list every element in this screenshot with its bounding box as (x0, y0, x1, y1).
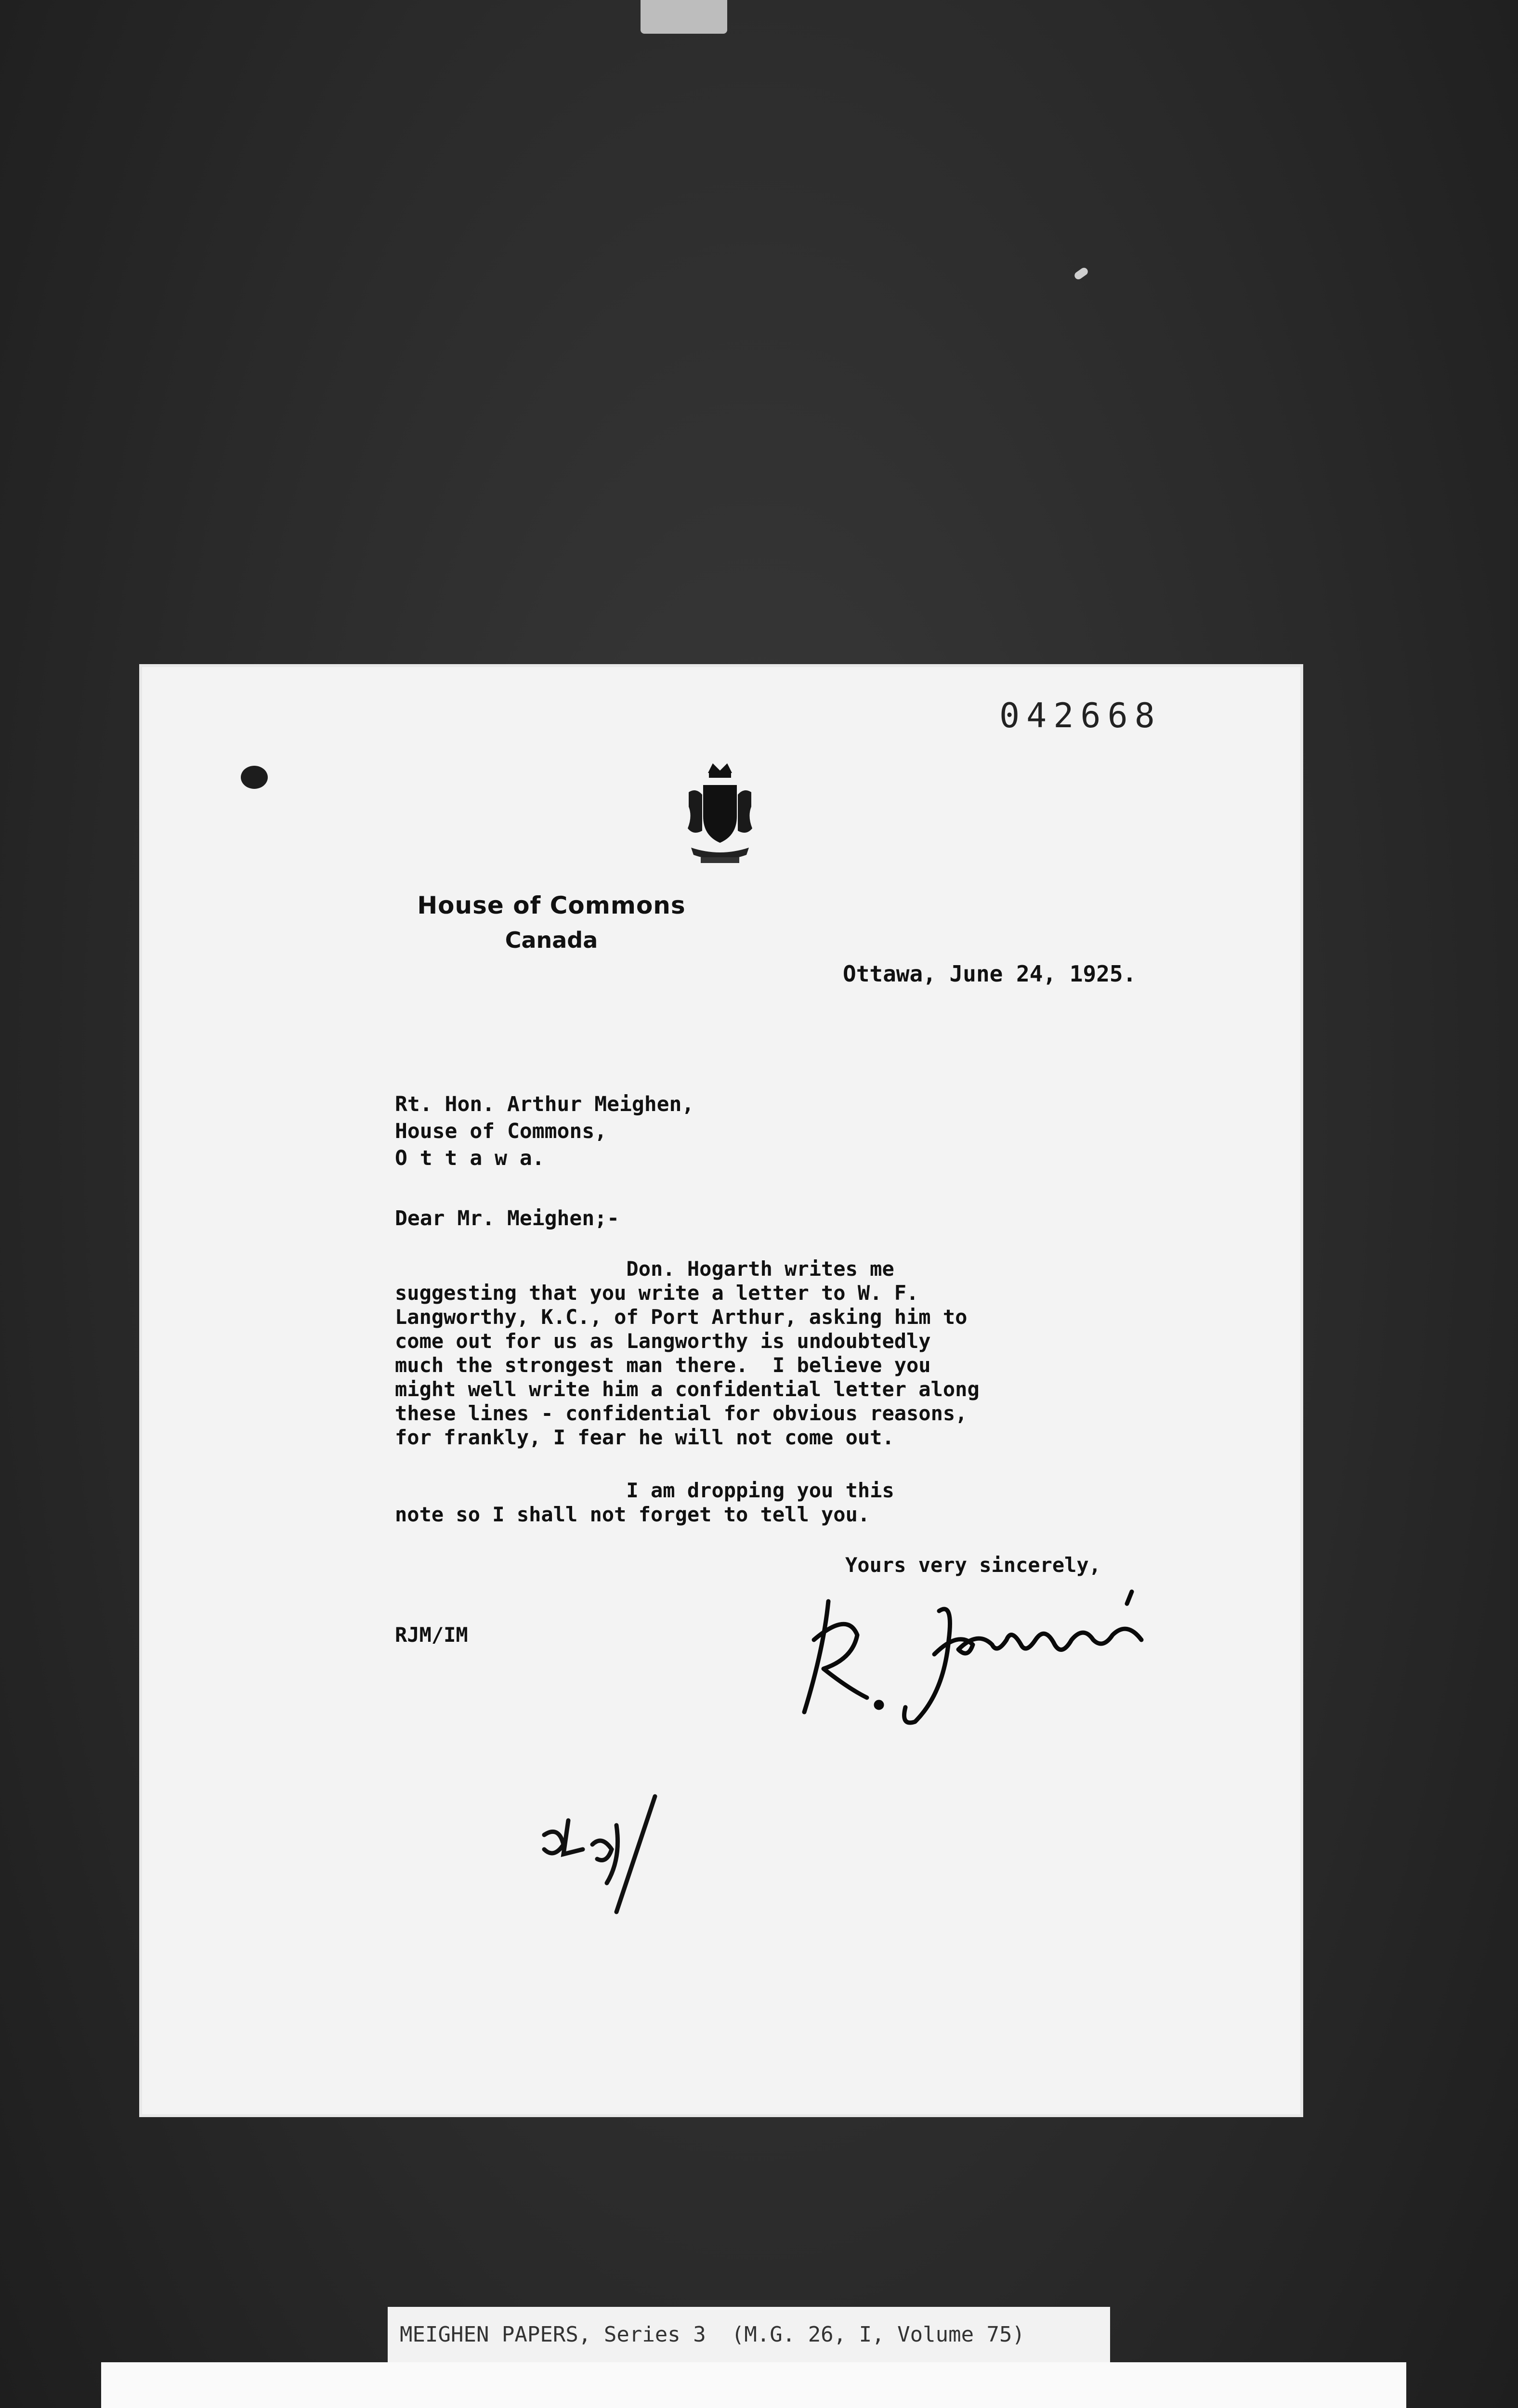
body-line: come out for us as Langworthy is undoubtedly (395, 1329, 931, 1353)
body-line: I am dropping you this (395, 1479, 894, 1502)
coat-of-arms-icon (679, 759, 761, 869)
film-tab (641, 0, 727, 34)
closing: Yours very sincerely, (845, 1553, 1101, 1577)
address-line: Rt. Hon. Arthur Meighen, (395, 1092, 694, 1116)
punch-hole (241, 766, 268, 789)
body-line: note so I shall not forget to tell you. (395, 1503, 870, 1526)
body-line: Don. Hogarth writes me (395, 1257, 894, 1281)
archive-stamp-card (101, 2362, 1406, 2408)
handwritten-signature-icon (795, 1582, 1170, 1736)
letterhead-title: House of Commons (417, 891, 686, 919)
body-line: for frankly, I fear he will not come out. (395, 1426, 894, 1449)
salutation: Dear Mr. Meighen;- (395, 1206, 619, 1230)
document-number: 042668 (999, 696, 1162, 735)
letter-date: Ottawa, June 24, 1925. (843, 961, 1137, 987)
body-paragraph-2 (395, 1479, 1238, 1527)
letterhead-subtitle: Canada (505, 927, 598, 953)
body-paragraph-1 (395, 1257, 1238, 1450)
body-line: might well write him a confidential letter along (395, 1377, 980, 1401)
recipient-address (395, 1091, 694, 1172)
address-line: House of Commons, (395, 1119, 607, 1143)
letter-page (142, 667, 1300, 2114)
address-line: O t t a w a. (395, 1146, 545, 1170)
body-line: Langworthy, K.C., of Port Arthur, asking him to (395, 1305, 968, 1329)
handwritten-annotation-icon (535, 1787, 689, 1931)
body-line: suggesting that you write a letter to W. F. (395, 1281, 919, 1305)
body-line: these lines - confidential for obvious reasons, (395, 1401, 968, 1425)
reference-initials: RJM/IM (395, 1623, 468, 1647)
body-line: much the strongest man there. I believe you (395, 1353, 931, 1377)
series-label: MEIGHEN PAPERS, Series 3 (M.G. 26, I, Volume 75) (388, 2307, 1110, 2362)
